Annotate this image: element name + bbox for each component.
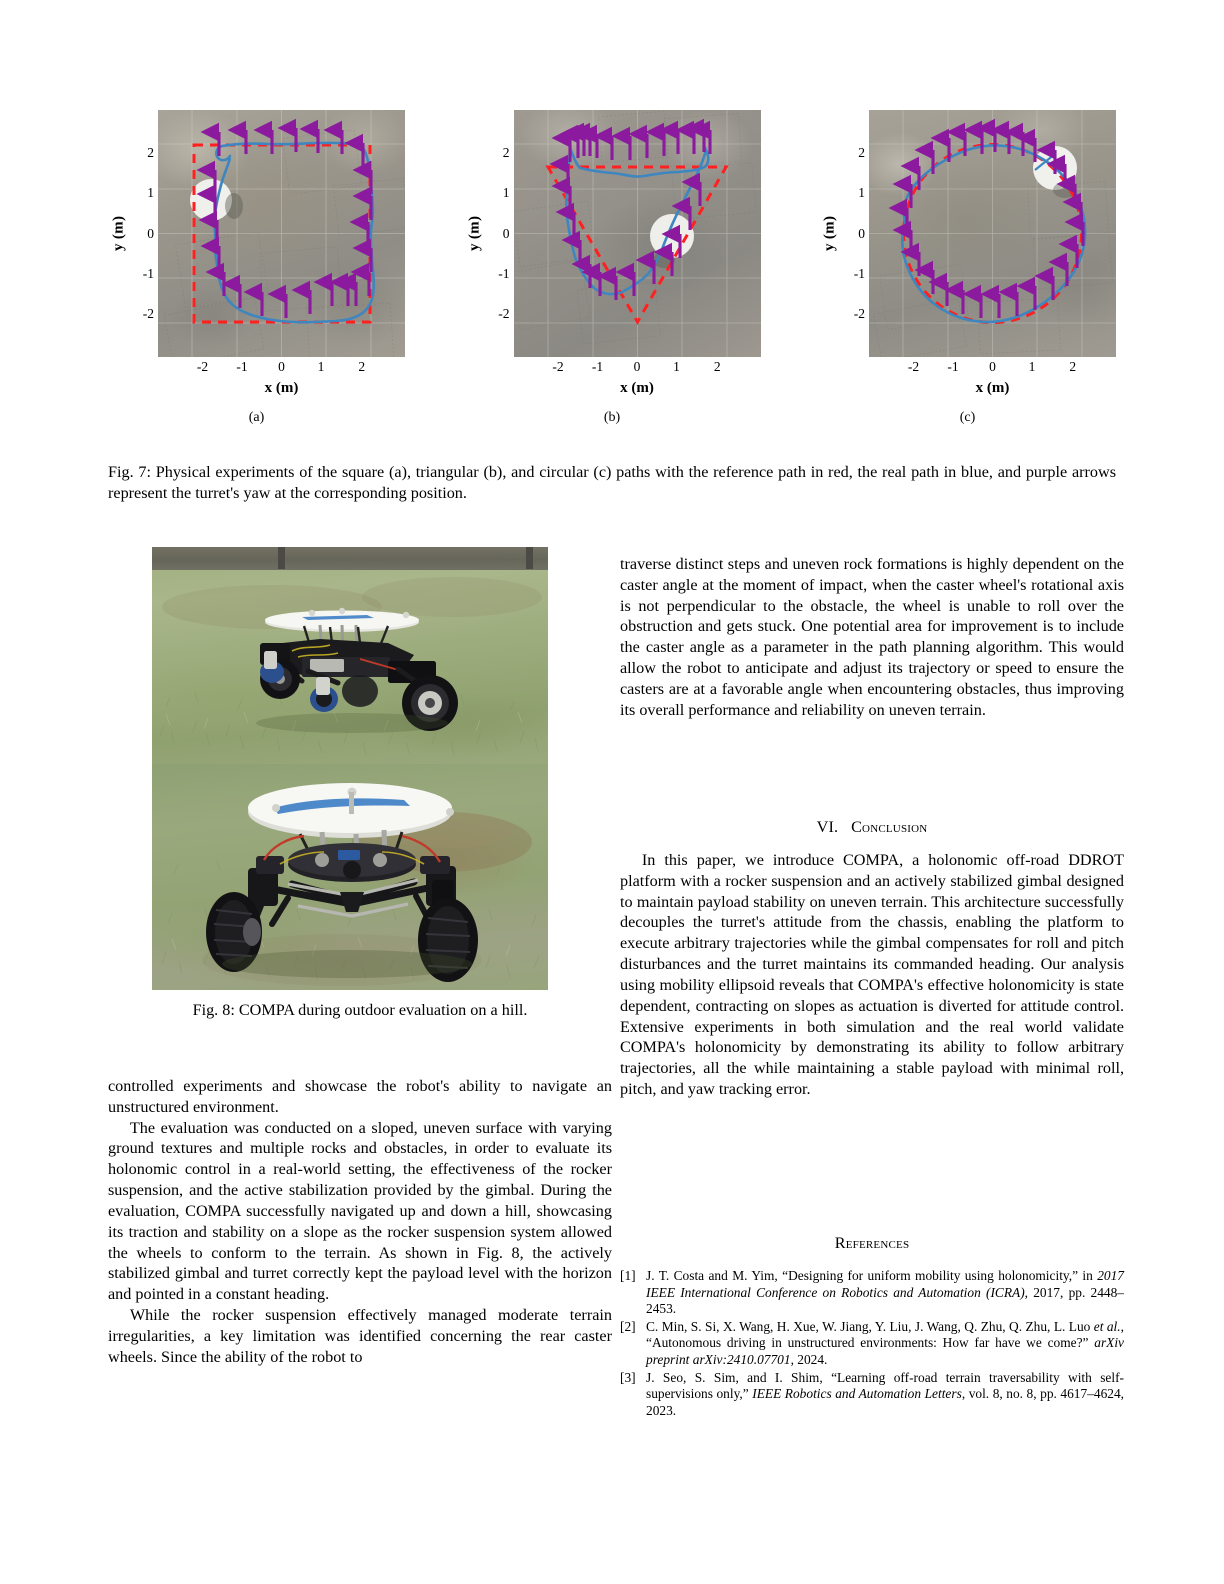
reference-tail: , 2024. [790, 1352, 828, 1368]
references-list [620, 1268, 1124, 1419]
figure-8-caption: Fig. 8: COMPA during outdoor evaluation on a hill. [192, 1001, 528, 1019]
section-title: References [834, 1234, 910, 1252]
plot-a-ylabel: y (m) [110, 215, 127, 252]
paragraph: controlled experiments and showcase the robot's ability to navigate an unstructured environment. [108, 1077, 612, 1116]
reference-number: [2] [620, 1318, 636, 1334]
references-section-heading [620, 1234, 1124, 1253]
right-column-body-top [620, 554, 1124, 721]
figure-7-sublabel-b: (b) [603, 410, 621, 425]
plot-b-xlabel: x (m) [620, 380, 654, 396]
plot-a-xlabel: x (m) [264, 380, 299, 396]
xtick: -2 [907, 359, 920, 374]
reference-item [620, 1268, 1124, 1318]
xtick: -2 [552, 359, 564, 374]
plot-b-yticks [488, 110, 514, 357]
ytick: 1 [858, 184, 865, 200]
reference-number: [3] [620, 1369, 636, 1385]
ytick: 2 [858, 145, 865, 161]
xtick: 0 [989, 359, 996, 374]
plot-c-ylabel: y (m) [821, 215, 838, 252]
plot-c-canvas [869, 110, 1116, 357]
ytick: 2 [147, 145, 154, 161]
xtick: 0 [278, 359, 285, 374]
plot-b-canvas [514, 110, 761, 357]
plot-b-wrapper [464, 110, 761, 357]
ytick: 0 [858, 225, 865, 241]
reference-text [646, 1268, 1124, 1318]
plot-c-xticks [869, 357, 1116, 377]
plot-a-overlay [158, 110, 405, 357]
plot-a-xticks [158, 357, 405, 377]
reference-authors: J. T. Costa and M. Yim, [646, 1268, 778, 1283]
xtick: 2 [1069, 359, 1077, 374]
left-column-body [108, 1076, 612, 1367]
figure-8 [152, 547, 548, 990]
rover-side-view-illustration [152, 547, 548, 764]
rover-front-view-illustration [152, 764, 548, 990]
plot-a-wrapper [108, 110, 405, 357]
xtick: -1 [591, 359, 604, 374]
xtick: 1 [317, 359, 325, 374]
plot-c-yticks [843, 110, 869, 357]
reference-number: [1] [620, 1268, 636, 1283]
reference-text [646, 1370, 1124, 1420]
figure-7-sublabel-c: (c) [959, 410, 976, 425]
plot-c-wrapper [819, 110, 1116, 357]
ytick: 1 [502, 184, 510, 200]
reference-title: , “Autonomous driving in unstructured environments: How far have we come?” [646, 1318, 1124, 1351]
section-title: Conclusion [851, 818, 928, 836]
reference-etal: et al. [1093, 1318, 1121, 1334]
conclusion-section-heading [620, 818, 1124, 837]
plot-b-overlay [514, 110, 761, 357]
xtick: -2 [196, 359, 209, 374]
paragraph: In this paper, we introduce COMPA, a holonomic off-road DDROT platform with a rocker suspension and an actively stabilized gimbal designed to maintain payload stability on uneven terrain. This architecture successfully decouples the turret's attitude from the chassis, enabling the platform to execute arbitrary trajectories while the gimbal compensates for roll and pitch disturbances and the turret maintains its commanded heading. Our analysis using mobility ellipsoid reveals that COMPA's effective holonomicity is state dependent, contracting on slopes as actuation is diverted for attitude control. Extensive experiments in both simulation and the real world validate COMPA's holonomicity by demonstrating its ability to follow arbitrary trajectories, all the while maintaining a stable payload with minimal roll, pitch, and yaw tracking error. [620, 851, 1124, 1098]
reference-venue: arXiv preprint arXiv:2410.07701 [646, 1335, 1124, 1368]
reference-text [646, 1319, 1124, 1369]
xtick: 1 [1028, 359, 1036, 374]
plot-b-xticks [514, 357, 761, 377]
ytick: 2 [502, 145, 510, 161]
figure-7-sublabel-a: (a) [248, 410, 265, 425]
figure-7-caption: Fig. 7: Physical experiments of the square (a), triangular (b), and circular (c) paths with the reference path in red, the real path in blue, and purple arrows represent the turret's yaw at the corresponding position. [108, 463, 1116, 503]
plot-a-yticks [132, 110, 158, 357]
ytick: -2 [142, 305, 154, 321]
xtick: -1 [947, 359, 959, 374]
plot-c-overlay [869, 110, 1116, 357]
ytick: 0 [147, 225, 154, 241]
reference-tail: , 2017, pp. 2448–2453. [646, 1284, 1124, 1317]
figure-7 [108, 110, 1116, 450]
ytick: -2 [853, 305, 865, 321]
ytick: -1 [853, 266, 865, 281]
reference-title: “Learning off-road terrain traversability with self-supervisions only,” [646, 1369, 1125, 1402]
section-number: VI. [816, 818, 839, 836]
ytick: 0 [502, 225, 510, 241]
reference-item [620, 1319, 1124, 1369]
reference-tail: , vol. 8, no. 8, pp. 4617–4624, 2023. [646, 1386, 1125, 1418]
ytick: 1 [147, 184, 154, 200]
figure-8-photo-bottom [152, 764, 548, 990]
xtick: 0 [633, 359, 641, 374]
reference-venue: IEEE Robotics and Automation Letters [752, 1386, 962, 1402]
figure-7-panel-b [464, 110, 761, 426]
plot-a-canvas [158, 110, 405, 357]
xtick: 2 [713, 359, 721, 374]
paragraph: The evaluation was conducted on a sloped, uneven surface with varying ground textures and multiple rocks and obstacles, in order to evaluate its holonomic control in a real-world setting, the effectiveness of the rocker suspension, and the active stabilization provided by the gimbal. During the evaluation, COMPA successfully navigated up and down a hill, showcasing its traction and stability on a slope as the rocker suspension system allowed the wheels to conform to the terrain. As shown in Fig. 8, the actively stabilized gimbal and turret correctly kept the payload level with the horizon and pointed in a constant heading. [108, 1118, 612, 1304]
ytick: -2 [498, 305, 510, 321]
paragraph: While the rocker suspension effectively managed moderate terrain irregularities, a key limitation was identified concerning the rear caster wheels. Since the ability of the robot to [108, 1305, 612, 1366]
plot-c-xlabel: x (m) [975, 380, 1010, 396]
conclusion-body [620, 850, 1124, 1100]
reference-venue: 2017 IEEE International Conference on Robotics and Automation (ICRA) [646, 1268, 1124, 1300]
xtick: -1 [236, 359, 248, 374]
reference-authors: C. Min, S. Si, X. Wang, H. Xue, W. Jiang, Y. Liu, J. Wang, Q. Zhu, Q. Zhu, L. Luo [646, 1318, 1091, 1334]
reference-item [620, 1370, 1124, 1420]
plot-b-ylabel: y (m) [466, 215, 482, 252]
reference-title: “Designing for uniform mobility using holonomicity,” in [782, 1268, 1093, 1283]
paragraph: traverse distinct steps and uneven rock formations is highly dependent on the caster angle at the moment of impact, when the caster wheel's rotational axis is not perpendicular to the obstacle, the wheel is unable to roll over the obstruction and gets stuck. One potential area for improvement is to include the caster angle as a parameter in the path planning algorithm. This would allow the robot to anticipate and adjust its trajectory or speed to ensure the casters are at a favorable angle when encountering obstacles, thus improving its overall performance and reliability on uneven terrain. [620, 555, 1124, 719]
figure-8-photo-top [152, 547, 548, 764]
ytick: -1 [142, 266, 154, 281]
reference-authors: J. Seo, S. Sim, and I. Shim, [646, 1369, 823, 1385]
xtick: 1 [673, 359, 680, 374]
xtick: 2 [358, 359, 366, 374]
figure-7-panel-c [819, 110, 1116, 426]
figure-7-panels [108, 110, 1116, 426]
figure-7-panel-a [108, 110, 405, 426]
ytick: -1 [498, 266, 510, 281]
